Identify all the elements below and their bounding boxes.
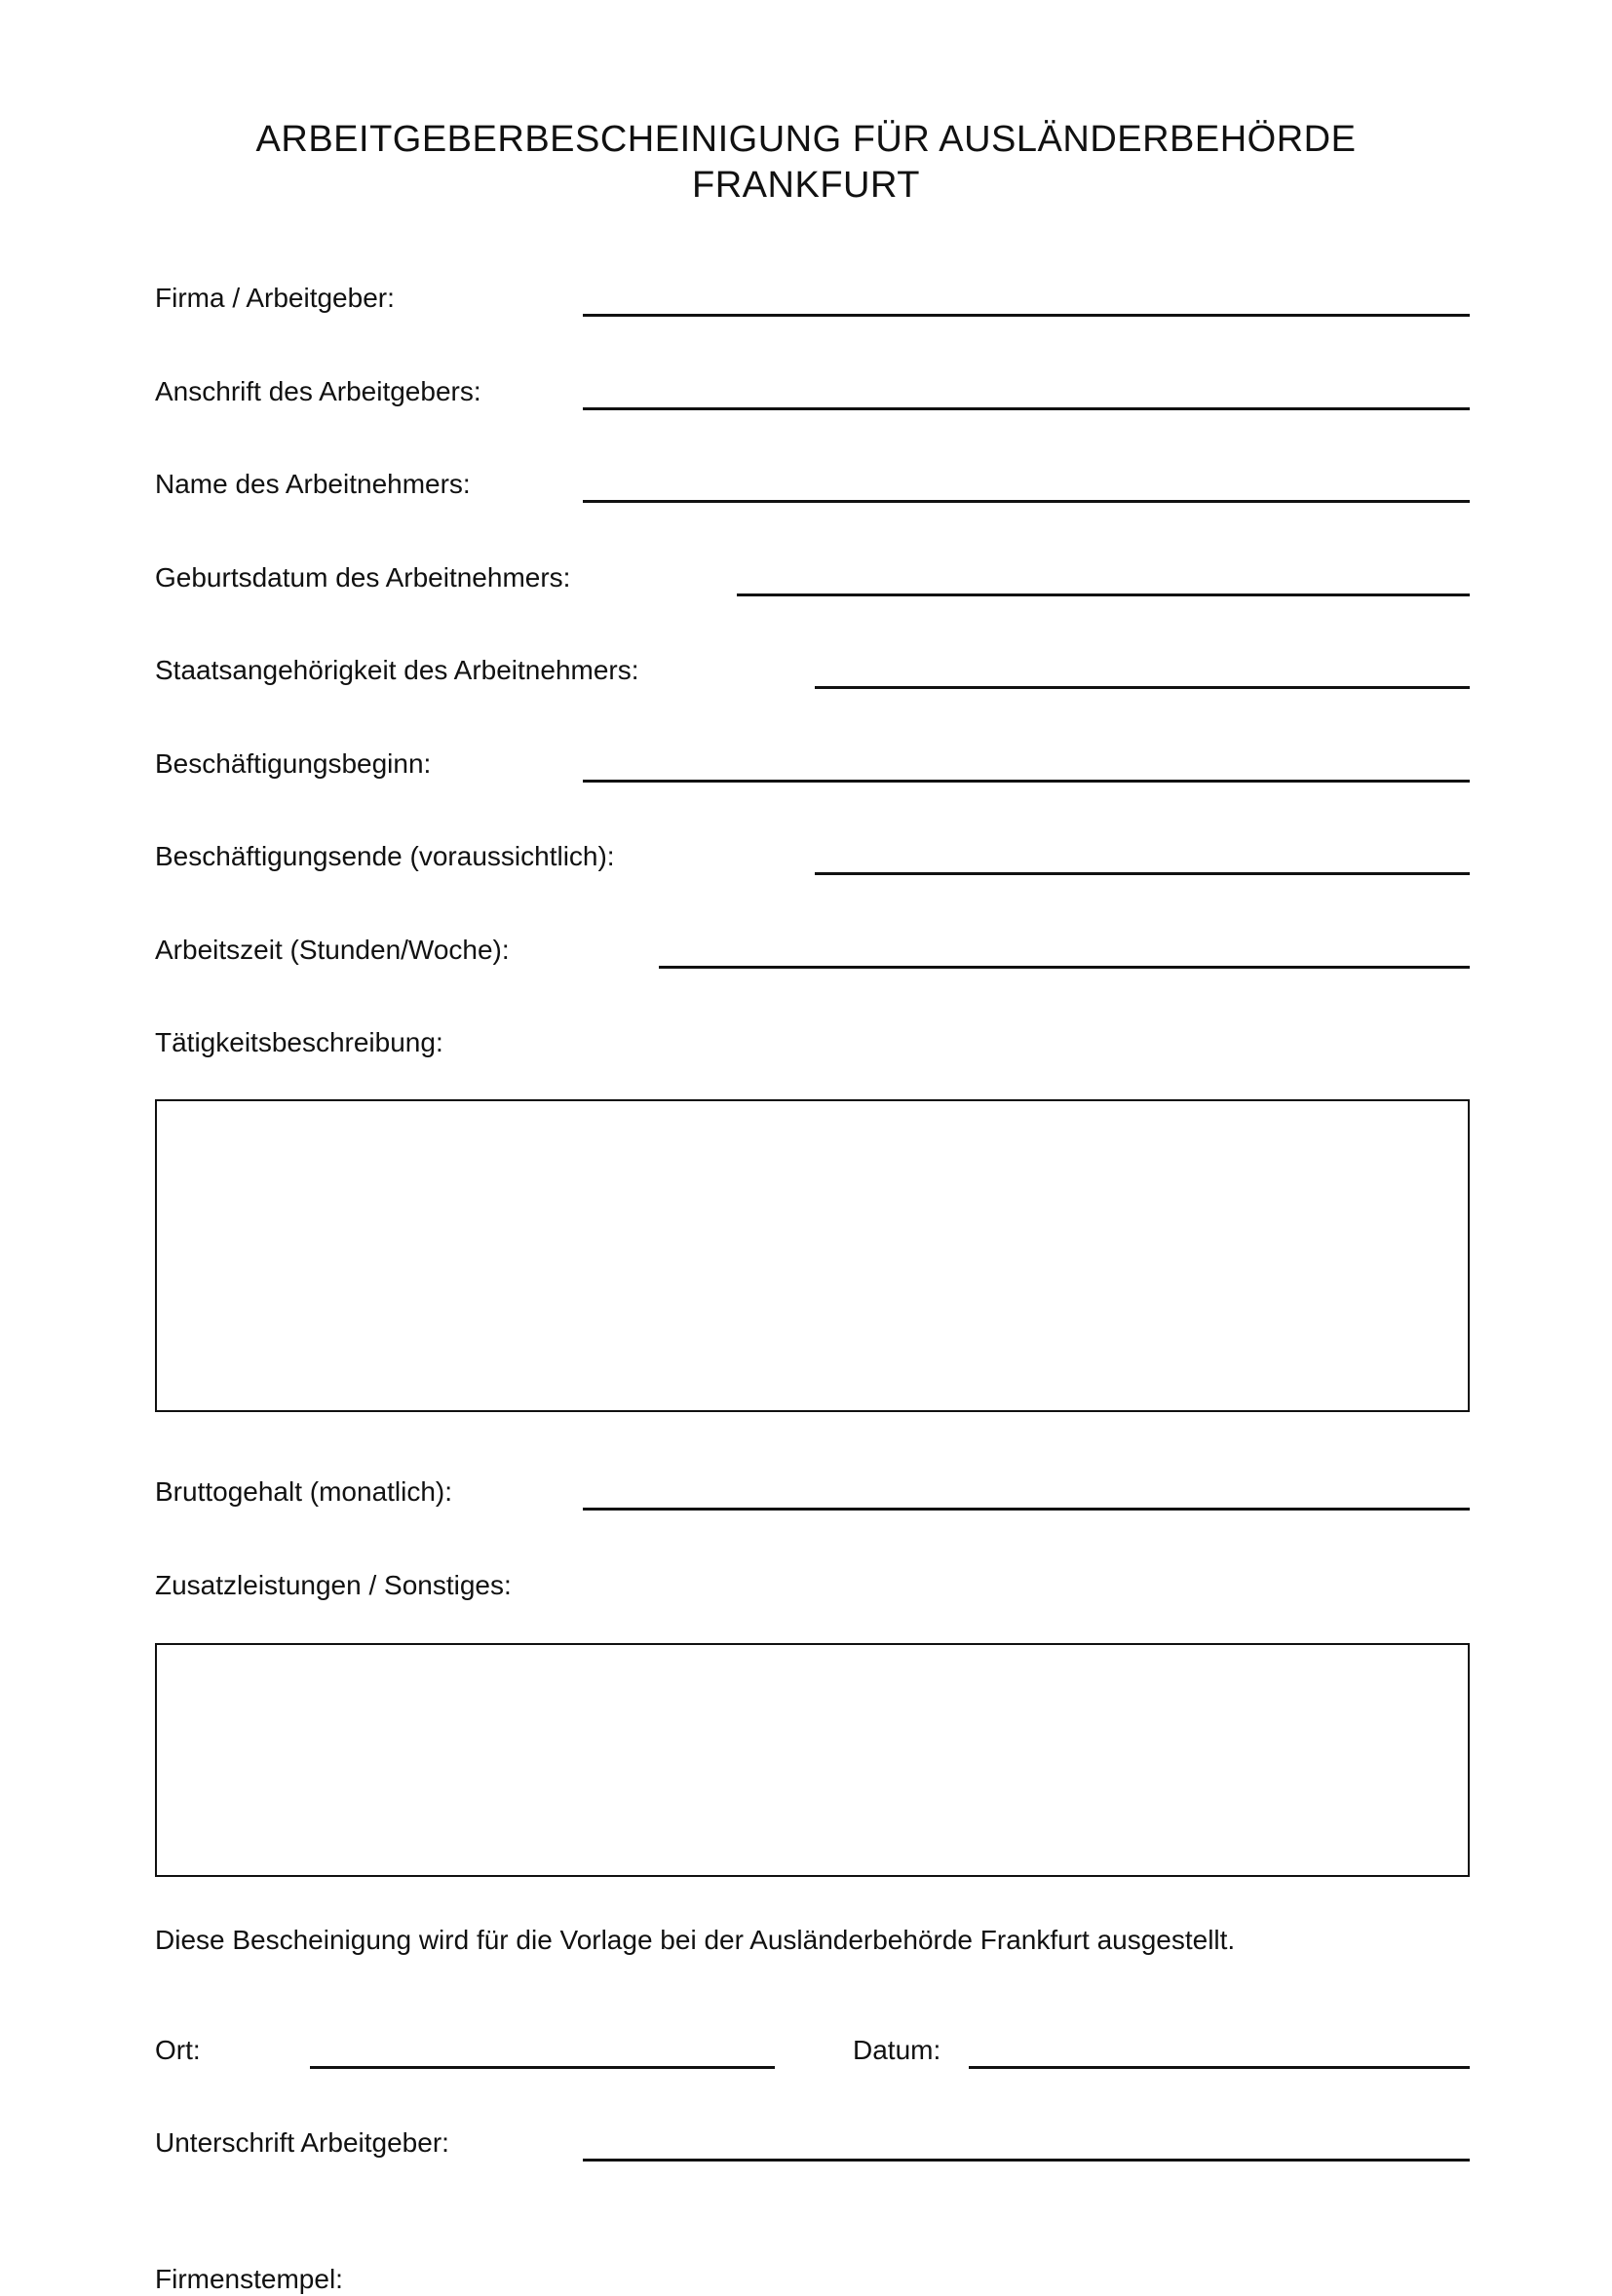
employment-end-field-line[interactable]: [815, 872, 1470, 875]
working-hours-field-line[interactable]: [659, 966, 1470, 969]
employment-start-field-line[interactable]: [583, 780, 1470, 783]
employer-label: Firma / Arbeitgeber:: [155, 283, 395, 313]
employee-name-label: Name des Arbeitnehmers:: [155, 469, 471, 499]
employee-nationality-field-line[interactable]: [815, 686, 1470, 689]
job-description-label: Tätigkeitsbeschreibung:: [155, 1027, 443, 1057]
employee-nationality-label: Staatsangehörigkeit des Arbeitnehmers:: [155, 655, 639, 685]
additional-benefits-label: Zusatzleistungen / Sonstiges:: [155, 1570, 512, 1600]
company-stamp-label: Firmenstempel:: [155, 2264, 343, 2294]
gross-salary-field-line[interactable]: [583, 1508, 1470, 1511]
employer-field-line[interactable]: [583, 314, 1470, 317]
additional-benefits-box[interactable]: [155, 1643, 1470, 1877]
signature-field-line[interactable]: [583, 2159, 1470, 2162]
employer-address-label: Anschrift des Arbeitgebers:: [155, 376, 481, 406]
employee-birthdate-field-line[interactable]: [737, 593, 1470, 596]
date-field-line[interactable]: [969, 2066, 1470, 2069]
place-label: Ort:: [155, 2035, 201, 2065]
employer-address-field-line[interactable]: [583, 407, 1470, 410]
certification-statement: Diese Bescheinigung wird für die Vorlage bei der Ausländerbehörde Frankfurt ausgestellt.: [155, 1925, 1236, 1955]
signature-label: Unterschrift Arbeitgeber:: [155, 2127, 449, 2158]
employment-end-label: Beschäftigungsende (voraussichtlich):: [155, 841, 615, 871]
employee-name-field-line[interactable]: [583, 500, 1470, 503]
employment-start-label: Beschäftigungsbeginn:: [155, 748, 432, 779]
gross-salary-label: Bruttogehalt (monatlich):: [155, 1476, 453, 1507]
working-hours-label: Arbeitszeit (Stunden/Woche):: [155, 935, 510, 965]
place-field-line[interactable]: [310, 2066, 775, 2069]
form-title-city: FRANKFURT: [692, 165, 920, 206]
job-description-box[interactable]: [155, 1099, 1470, 1412]
date-label: Datum:: [853, 2035, 941, 2065]
form-title: ARBEITGEBERBESCHEINIGUNG FÜR AUSLÄNDERBEHÖRDE: [255, 119, 1357, 160]
employee-birthdate-label: Geburtsdatum des Arbeitnehmers:: [155, 562, 571, 593]
